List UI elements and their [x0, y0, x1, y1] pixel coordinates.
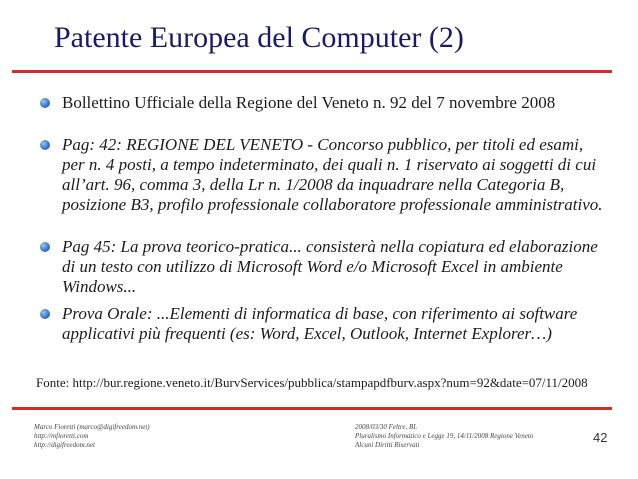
- bullet-icon: [40, 242, 50, 252]
- bullet-item: [40, 93, 610, 113]
- footer-event: [355, 423, 533, 450]
- source-link[interactable]: Fonte: http://bur.regione.veneto.it/BurvServices/pubblica/stampapdfburv.aspx?num=92&date=07/11/2008: [36, 375, 588, 390]
- footer-author-site: http://mfioretti.com: [34, 432, 89, 440]
- bullet-text: Prova Orale: ...Elementi di informatica di base, con riferimento ai software applicativi più frequenti (es: Word, Excel, Outlook, Internet Explorer…): [62, 304, 578, 343]
- bullet-item: [40, 135, 610, 215]
- bullet-text: Pag: 42: REGIONE DEL VENETO - Concorso pubblico, per titoli ed esami, per n. 4 posti, a tempo indeterminato, dei quali n. 1 riservato ai soggetti di cui all’art. 96, comma 3, della Lr n. 1/2008 da inquadrare nella Categoria B, posizione B3, profilo professionale collaboratore professionale amministrativo.: [62, 135, 603, 214]
- bullet-icon: [40, 140, 50, 150]
- bullet-text: Pag 45: La prova teorico-pratica... consisterà nella copiatura ed elaborazione di un testo con utilizzo di Microsoft Word e/o Microsoft Excel in ambiente Windows...: [62, 237, 598, 296]
- footer-event-date: 2008/03/30 Feltre, BL: [355, 423, 418, 431]
- footer-author: [34, 423, 150, 450]
- bullet-list: [40, 86, 610, 344]
- bullet-item: [40, 237, 610, 297]
- footer-author-site2: http://digifreedom.net: [34, 441, 95, 449]
- footer-rights: Alcuni Diritti Riservati: [355, 441, 420, 449]
- bullet-text: Bollettino Ufficiale della Regione del Veneto n. 92 del 7 novembre 2008: [62, 93, 556, 112]
- bullet-icon: [40, 98, 50, 108]
- title-divider: [12, 70, 612, 73]
- footer-divider: [12, 407, 612, 410]
- footer-author-name: Marco Fioretti (marco@digifreedom.net): [34, 423, 150, 431]
- slide-title: Patente Europea del Computer (2): [54, 21, 464, 54]
- page-number: 42: [593, 430, 608, 445]
- footer-event-title: Pluralismo Informatico e Legge 19, 14/11/2008 Regione Veneto: [355, 432, 534, 440]
- bullet-item: [40, 304, 610, 344]
- bullet-icon: [40, 309, 50, 319]
